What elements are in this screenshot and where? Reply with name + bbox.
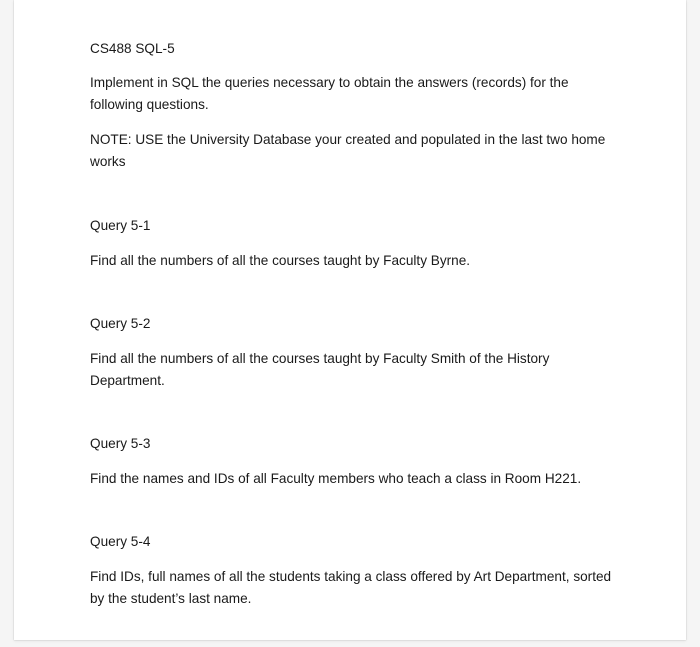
query-text: Find all the numbers of all the courses taught by Faculty Smith of the History Department. (90, 351, 550, 388)
query-section-4 (90, 531, 666, 610)
document-page (14, 0, 686, 640)
query-text: Find the names and IDs of all Faculty members who teach a class in Room H221. (90, 471, 582, 486)
query-text: Find all the numbers of all the courses taught by Faculty Byrne. (90, 253, 471, 268)
query-text: Find IDs, full names of all the students taking a class offered by Art Department, sorted by the student’s last name. (90, 569, 612, 606)
note-paragraph: NOTE: USE the University Database your created and populated in the last two home works (90, 132, 606, 169)
query-section-1 (90, 215, 666, 272)
query-heading: Query 5-2 (90, 316, 151, 331)
intro-paragraph: Implement in SQL the queries necessary to obtain the answers (records) for the following questions. (90, 75, 569, 112)
query-heading: Query 5-3 (90, 436, 151, 451)
document-title: CS488 SQL-5 (90, 41, 175, 56)
query-heading: Query 5-1 (90, 218, 151, 233)
query-section-3 (90, 433, 666, 490)
query-section-2 (90, 313, 666, 392)
query-heading: Query 5-4 (90, 534, 151, 549)
